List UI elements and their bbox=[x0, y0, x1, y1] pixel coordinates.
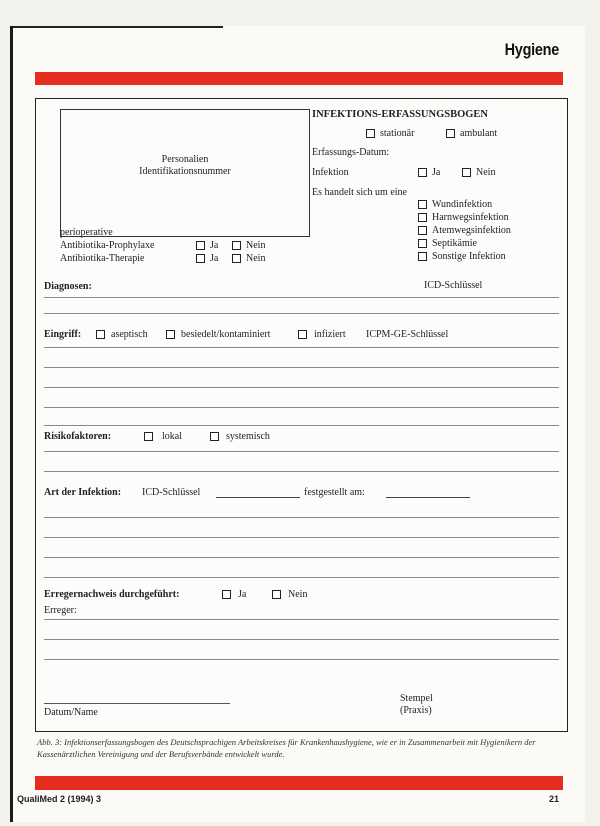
aseptisch-checkbox[interactable] bbox=[96, 330, 105, 339]
section-title: Hygiene bbox=[504, 40, 559, 59]
erreger-line[interactable] bbox=[44, 619, 559, 620]
page-number: 21 bbox=[548, 794, 559, 804]
therapie-ja-checkbox[interactable] bbox=[196, 254, 205, 263]
infection-type-label: Sonstige Infektion bbox=[432, 251, 506, 262]
erfassungs-datum-label: Erfassungs-Datum: bbox=[312, 147, 390, 158]
lokal-checkbox[interactable] bbox=[144, 432, 153, 441]
infiziert-checkbox[interactable] bbox=[298, 330, 307, 339]
infection-type-label: Atemwegsinfektion bbox=[432, 225, 511, 236]
figure-caption: Abb. 3: Infektionserfassungsbogen des Deutschsprachigen Arbeitskreises für Krankenhaushygiene, wie er in Zusammenarbeit mit Hygienikern der Kassenärztlichen Vereinigung und der Berufsverbände entwickelt wurde. bbox=[37, 737, 536, 759]
ambulant-checkbox[interactable] bbox=[446, 129, 455, 138]
red-footer-bar bbox=[35, 776, 563, 790]
stempel-label: Stempel bbox=[400, 693, 433, 704]
art-line[interactable] bbox=[44, 517, 559, 518]
eingriff-line[interactable] bbox=[44, 347, 559, 348]
eingriff-line[interactable] bbox=[44, 387, 559, 388]
festgestellt-input-line[interactable] bbox=[386, 497, 470, 498]
eingriff-line[interactable] bbox=[44, 425, 559, 426]
therapie-nein-label: Nein bbox=[246, 253, 266, 264]
diagnosen-line[interactable] bbox=[44, 297, 559, 298]
systemisch-label: systemisch bbox=[226, 431, 270, 442]
icd-input-line[interactable] bbox=[216, 497, 300, 498]
infektion-label: Infektion bbox=[312, 167, 349, 178]
form-title: INFEKTIONS-ERFASSUNGSBOGEN bbox=[312, 109, 489, 120]
infection-type-label: Wundinfektion bbox=[432, 199, 493, 210]
diagnosen-label: Diagnosen: bbox=[44, 281, 92, 292]
infection-form bbox=[35, 98, 568, 732]
prophylaxe-nein-label: Nein bbox=[246, 240, 266, 251]
erreger-nein-label: Nein bbox=[288, 589, 308, 600]
diagnosen-line[interactable] bbox=[44, 313, 559, 314]
signature-line[interactable] bbox=[44, 703, 230, 704]
besiedelt-label: besiedelt/kontaminiert bbox=[181, 329, 271, 340]
infektion-nein-checkbox[interactable] bbox=[462, 168, 471, 177]
icpm-label: ICPM-GE-Schlüssel bbox=[366, 329, 449, 340]
harnwegsinfektion-checkbox[interactable] bbox=[418, 213, 427, 222]
art-line[interactable] bbox=[44, 537, 559, 538]
es-handelt-label: Es handelt sich um eine bbox=[312, 187, 407, 198]
infektion-ja-checkbox[interactable] bbox=[418, 168, 427, 177]
infektion-nein-label: Nein bbox=[476, 167, 496, 178]
septikaemie-checkbox[interactable] bbox=[418, 239, 427, 248]
page bbox=[10, 26, 585, 822]
erreger-nein-checkbox[interactable] bbox=[272, 590, 281, 599]
erreger-ja-checkbox[interactable] bbox=[222, 590, 231, 599]
top-rule bbox=[13, 26, 223, 28]
ambulant-label: ambulant bbox=[460, 128, 498, 139]
atemwegsinfektion-checkbox[interactable] bbox=[418, 226, 427, 235]
festgestellt-am-label: festgestellt am: bbox=[304, 487, 365, 498]
risikofaktoren-label: Risikofaktoren: bbox=[44, 431, 112, 442]
id-box[interactable] bbox=[60, 109, 310, 237]
erreger-label: Erreger: bbox=[44, 605, 77, 616]
antibiotika-prophylaxe-label: Antibiotika-Prophylaxe bbox=[60, 240, 155, 251]
eingriff-label: Eingriff: bbox=[44, 329, 82, 340]
datum-name-label: Datum/Name bbox=[44, 707, 98, 718]
therapie-nein-checkbox[interactable] bbox=[232, 254, 241, 263]
art-der-infektion-label: Art der Infektion: bbox=[44, 487, 122, 498]
aseptisch-label: aseptisch bbox=[111, 329, 148, 340]
wundinfektion-checkbox[interactable] bbox=[418, 200, 427, 209]
eingriff-line[interactable] bbox=[44, 367, 559, 368]
prophylaxe-ja-checkbox[interactable] bbox=[196, 241, 205, 250]
infection-type-label: Septikämie bbox=[432, 238, 477, 249]
red-header-bar bbox=[35, 72, 563, 85]
besiedelt-checkbox[interactable] bbox=[166, 330, 175, 339]
infektion-ja-label: Ja bbox=[432, 167, 441, 178]
lokal-label: lokal bbox=[162, 431, 182, 442]
infiziert-label: infiziert bbox=[314, 329, 346, 340]
perioperative-label: perioperative bbox=[60, 227, 113, 238]
erreger-line[interactable] bbox=[44, 639, 559, 640]
art-line[interactable] bbox=[44, 557, 559, 558]
risikofaktoren-line[interactable] bbox=[44, 471, 559, 472]
praxis-label: (Praxis) bbox=[400, 705, 432, 716]
infection-type-label: Harnwegsinfektion bbox=[432, 212, 509, 223]
systemisch-checkbox[interactable] bbox=[210, 432, 219, 441]
risikofaktoren-line[interactable] bbox=[44, 451, 559, 452]
journal-citation: QualiMed 2 (1994) 3 bbox=[17, 794, 102, 804]
erreger-line[interactable] bbox=[44, 659, 559, 660]
id-box-label: Personalien Identifikationsnummer bbox=[139, 154, 231, 177]
erregernachweis-label: Erregernachweis durchgeführt: bbox=[44, 589, 180, 600]
stationaer-label: stationär bbox=[380, 128, 415, 139]
therapie-ja-label: Ja bbox=[210, 253, 219, 264]
stationaer-checkbox[interactable] bbox=[366, 129, 375, 138]
erreger-ja-label: Ja bbox=[238, 589, 247, 600]
icd-schluessel-label: ICD-Schlüssel bbox=[424, 280, 483, 291]
eingriff-line[interactable] bbox=[44, 407, 559, 408]
prophylaxe-nein-checkbox[interactable] bbox=[232, 241, 241, 250]
prophylaxe-ja-label: Ja bbox=[210, 240, 219, 251]
antibiotika-therapie-label: Antibiotika-Therapie bbox=[60, 253, 145, 264]
icd-schluessel-2-label: ICD-Schlüssel bbox=[142, 487, 201, 498]
sonstige-infektion-checkbox[interactable] bbox=[418, 252, 427, 261]
art-line[interactable] bbox=[44, 577, 559, 578]
